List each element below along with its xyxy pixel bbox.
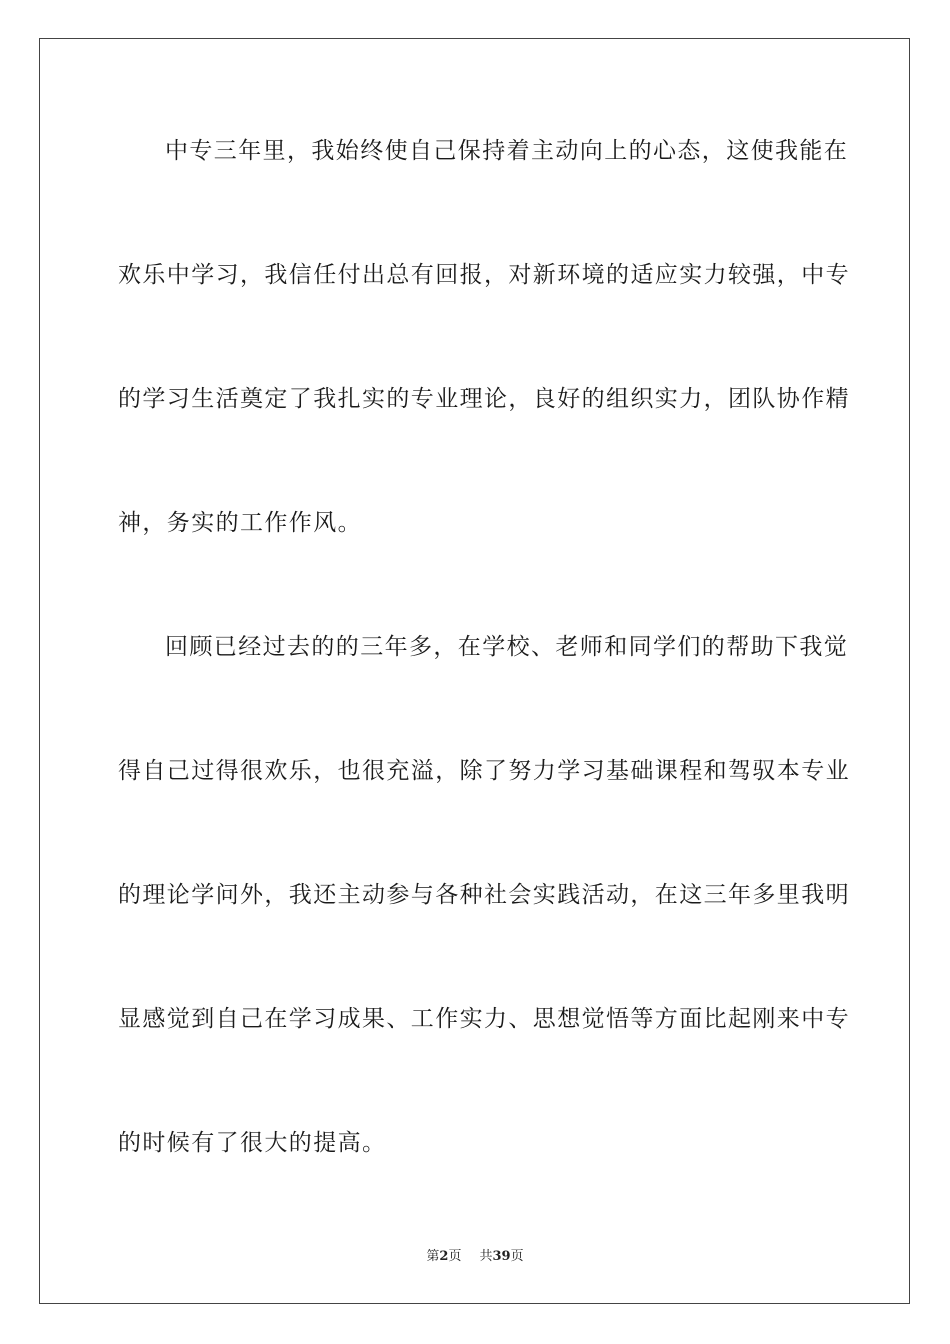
paragraph-2-line-2: 得自己过得很欢乐，也很充溢，除了努力学习基础课程和驾驭本专业	[118, 758, 850, 784]
page-footer	[0, 1248, 950, 1266]
page-number: 2	[439, 1249, 449, 1264]
total-prefix: 共	[479, 1249, 493, 1264]
paragraph-2-line-5: 的时候有了很大的提高。	[118, 1130, 387, 1156]
paragraph-1-line-4: 神，务实的工作作风。	[118, 510, 362, 536]
paragraph-1-line-2: 欢乐中学习，我信任付出总有回报，对新环境的适应实力较强，中专	[118, 262, 850, 288]
paragraph-1-line-1: 中专三年里，我始终使自己保持着主动向上的心态，这使我能在	[165, 138, 849, 164]
paragraph-2-line-3: 的理论学问外，我还主动参与各种社会实践活动，在这三年多里我明	[118, 882, 850, 908]
total-suffix: 页	[510, 1249, 524, 1264]
paragraph-2-line-4: 显感觉到自己在学习成果、工作实力、思想觉悟等方面比起刚来中专	[118, 1006, 850, 1032]
page-border	[39, 38, 910, 1304]
page-prefix: 第	[426, 1249, 440, 1264]
paragraph-2-line-1: 回顾已经过去的的三年多，在学校、老师和同学们的帮助下我觉	[165, 634, 849, 660]
page-suffix: 页	[448, 1249, 462, 1264]
total-pages: 39	[492, 1249, 511, 1264]
paragraph-1-line-3: 的学习生活奠定了我扎实的专业理论，良好的组织实力，团队协作精	[118, 386, 850, 412]
